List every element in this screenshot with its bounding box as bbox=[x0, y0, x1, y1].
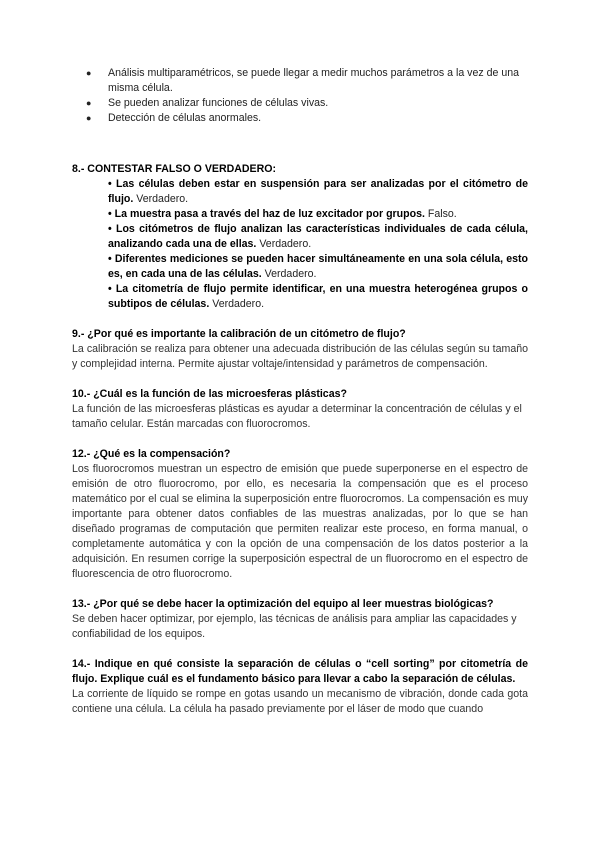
answer-text: Los fluorocromos muestran un espectro de emisión que puede superponerse en el espectro de emisión de otro fluorocromo, por ello, es necesaria la compensación que es el proceso matemático por el cual se elimina la superposición entre fluorocromos. La compensación es muy importante para obtener datos confiables de las muestras analizadas, por lo que se han diseñado programas de computación que permiten realizar este proceso, en forma manual, o completamente automática y con la opción de una compensación de los datos posterior a la adquisición. En resumen corrige la superposición espectral de un fluorocromo en el espectro de fluorescencia de otro fluorocromo. bbox=[72, 463, 528, 580]
answer-text: La calibración se realiza para obtener una adecuada distribución de las células según su tamaño y complejidad interna. Permite ajustar voltaje/intensidad y parámetros de compensación. bbox=[72, 343, 528, 370]
question-9 bbox=[72, 327, 528, 372]
statement: • Diferentes mediciones se pueden hacer simultáneamente en una sola célula, esto es, en cada una de las células. Verdadero. bbox=[108, 253, 528, 280]
section-heading: 8.- CONTESTAR FALSO O VERDADERO: bbox=[72, 163, 277, 175]
intro-bullet-list bbox=[72, 66, 528, 126]
bullet-icon: ● bbox=[86, 113, 92, 123]
statement-answer: Verdadero. bbox=[133, 193, 189, 205]
bullet-icon: ● bbox=[86, 68, 92, 78]
document-page bbox=[72, 66, 528, 717]
question-12 bbox=[72, 447, 528, 582]
statement: • Los citómetros de flujo analizan las características individuales de cada célula, analizando cada una de ellas. Verdadero. bbox=[108, 223, 528, 250]
statement-answer: Verdadero. bbox=[209, 298, 265, 310]
question-10 bbox=[72, 387, 528, 432]
statement: • Las células deben estar en suspensión para ser analizadas por el citómetro de flujo. Verdadero. bbox=[108, 178, 528, 205]
question-heading: 12.- ¿Qué es la compensación? bbox=[72, 448, 231, 460]
question-13 bbox=[72, 597, 528, 642]
true-false-section bbox=[72, 162, 528, 312]
statement-answer: Falso. bbox=[424, 208, 457, 220]
answer-text: Se deben hacer optimizar, por ejemplo, las técnicas de análisis para ampliar las capacidades y confiabilidad de los equipos. bbox=[72, 613, 517, 640]
question-heading: 9.- ¿Por qué es importante la calibración de un citómetro de flujo? bbox=[72, 328, 406, 340]
answer-text: La corriente de líquido se rompe en gotas usando un mecanismo de vibración, donde cada gota contiene una célula. La célula ha pasado previamente por el láser de modo que cuando bbox=[72, 688, 528, 715]
list-item: ● Detección de células anormales. bbox=[86, 112, 262, 124]
bullet-icon: ● bbox=[86, 98, 92, 108]
statement-answer: Verdadero. bbox=[256, 238, 312, 250]
statement: • La muestra pasa a través del haz de luz excitador por grupos. Falso. bbox=[108, 208, 457, 220]
list-item: ● Análisis multiparamétricos, se puede llegar a medir muchos parámetros a la vez de una misma célula. bbox=[86, 67, 519, 94]
list-item: ● Se pueden analizar funciones de células vivas. bbox=[86, 97, 329, 109]
answer-text: La función de las microesferas plásticas es ayudar a determinar la concentración de células y el tamaño celular. Están marcadas con fluorocromos. bbox=[72, 403, 522, 430]
question-heading: 14.- Indique en qué consiste la separación de células o “cell sorting” por citometría de flujo. Explique cuál es el fundamento básico para llevar a cabo la separación de células. bbox=[72, 658, 528, 685]
statement: • La citometría de flujo permite identificar, en una muestra heterogénea grupos o subtipos de células. Verdadero. bbox=[108, 283, 528, 310]
question-heading: 13.- ¿Por qué se debe hacer la optimización del equipo al leer muestras biológicas? bbox=[72, 598, 494, 610]
question-14 bbox=[72, 657, 528, 717]
statement-answer: Verdadero. bbox=[261, 268, 317, 280]
question-heading: 10.- ¿Cuál es la función de las microesferas plásticas? bbox=[72, 388, 347, 400]
